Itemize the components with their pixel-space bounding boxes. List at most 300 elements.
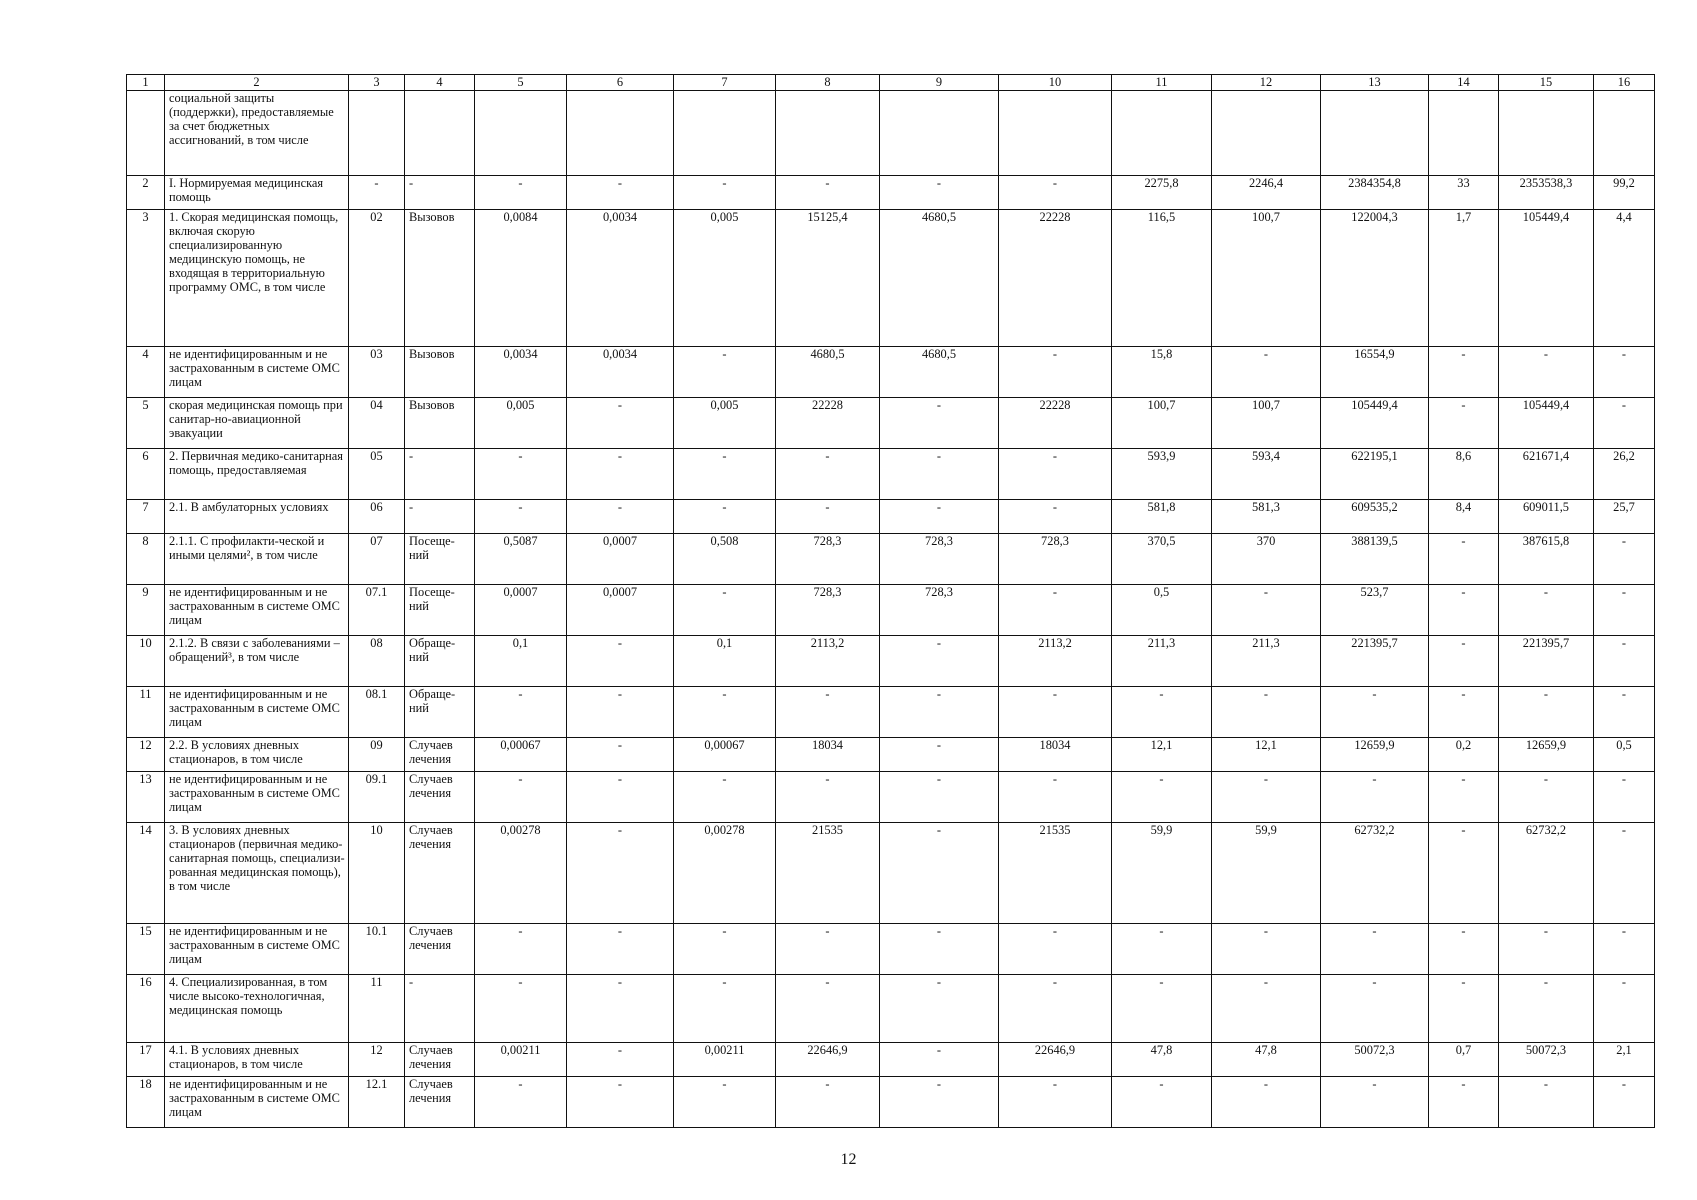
table-cell: - <box>1429 585 1499 636</box>
unit-cell <box>405 91 475 176</box>
unit-cell: Посеще-ний <box>405 585 475 636</box>
row-name: не идентифицированным и не застрахованным в системе ОМС лицам <box>165 585 349 636</box>
table-cell: 2353538,3 <box>1499 176 1594 210</box>
table-cell: 22228 <box>999 398 1112 449</box>
table-cell: - <box>880 772 999 823</box>
table-cell: - <box>880 636 999 687</box>
table-cell: 2246,4 <box>1212 176 1321 210</box>
table-cell: 0,00211 <box>674 1043 776 1077</box>
column-header: 7 <box>674 75 776 91</box>
table-cell: - <box>674 449 776 500</box>
row-name: 2. Первичная медико-санитарная помощь, предоставляемая <box>165 449 349 500</box>
table-cell: - <box>880 738 999 772</box>
table-cell: 609011,5 <box>1499 500 1594 534</box>
table-cell: - <box>1499 687 1594 738</box>
row-name: I. Нормируемая медицинская помощь <box>165 176 349 210</box>
table-cell: - <box>1429 534 1499 585</box>
table-cell: 22228 <box>776 398 880 449</box>
table-cell: - <box>999 347 1112 398</box>
table-cell: - <box>475 500 567 534</box>
table-cell: - <box>1594 534 1655 585</box>
row-number: 8 <box>127 534 165 585</box>
table-row <box>127 772 1655 823</box>
table-cell: - <box>475 772 567 823</box>
table-cell: 0,00278 <box>674 823 776 924</box>
table-cell: 2113,2 <box>999 636 1112 687</box>
table-cell: - <box>1594 636 1655 687</box>
table-cell: - <box>999 1077 1112 1128</box>
table-cell: 1,7 <box>1429 210 1499 347</box>
table-cell: - <box>1212 347 1321 398</box>
table-cell: 02 <box>349 210 405 347</box>
unit-cell: Случаев лечения <box>405 772 475 823</box>
table-cell: 0,00067 <box>674 738 776 772</box>
table-cell: - <box>674 176 776 210</box>
table-cell: - <box>999 585 1112 636</box>
table-cell: - <box>1594 1077 1655 1128</box>
table-cell: 22646,9 <box>999 1043 1112 1077</box>
table-cell: 0,7 <box>1429 1043 1499 1077</box>
row-name: 2.1.1. С профилакти-ческой и иными целями², в том числе <box>165 534 349 585</box>
row-name: не идентифицированным и не застрахованным в системе ОМС лицам <box>165 772 349 823</box>
table-row <box>127 449 1655 500</box>
table-cell: - <box>1499 347 1594 398</box>
row-name: 1. Скорая медицинская помощь, включая скорую специализированную медицинскую помощь, не входящая в территориальную программу ОМС, в том числе <box>165 210 349 347</box>
table-cell: - <box>1594 687 1655 738</box>
table-cell: 2113,2 <box>776 636 880 687</box>
table-cell: 15125,4 <box>776 210 880 347</box>
table-cell: 22228 <box>999 210 1112 347</box>
table-row <box>127 91 1655 176</box>
table-cell: 100,7 <box>1212 398 1321 449</box>
table-cell: - <box>880 500 999 534</box>
table-cell: - <box>567 823 674 924</box>
table-cell <box>1429 91 1499 176</box>
table-cell: 0,508 <box>674 534 776 585</box>
table-cell: 12 <box>349 1043 405 1077</box>
table-cell: - <box>567 738 674 772</box>
table-cell: 16554,9 <box>1321 347 1429 398</box>
table-cell: - <box>1429 347 1499 398</box>
table-cell: 59,9 <box>1212 823 1321 924</box>
table-cell: 8,4 <box>1429 500 1499 534</box>
row-number: 2 <box>127 176 165 210</box>
table-cell: - <box>1499 772 1594 823</box>
table-cell: 221395,7 <box>1321 636 1429 687</box>
table-row <box>127 823 1655 924</box>
table-cell: - <box>1594 975 1655 1043</box>
row-number: 6 <box>127 449 165 500</box>
unit-cell: - <box>405 975 475 1043</box>
column-header: 10 <box>999 75 1112 91</box>
column-header: 8 <box>776 75 880 91</box>
table-cell: 21535 <box>999 823 1112 924</box>
column-header: 6 <box>567 75 674 91</box>
row-number: 7 <box>127 500 165 534</box>
column-header: 11 <box>1112 75 1212 91</box>
table-cell: 26,2 <box>1594 449 1655 500</box>
table-cell: - <box>1429 1077 1499 1128</box>
table-cell: - <box>475 924 567 975</box>
table-cell <box>674 91 776 176</box>
unit-cell: Вызовов <box>405 210 475 347</box>
row-name: 4.1. В условиях дневных стационаров, в том числе <box>165 1043 349 1077</box>
table-cell: - <box>1499 975 1594 1043</box>
data-table <box>126 74 1655 1128</box>
table-cell: 18034 <box>999 738 1112 772</box>
table-cell: - <box>1321 772 1429 823</box>
table-cell: - <box>674 924 776 975</box>
table-cell: 523,7 <box>1321 585 1429 636</box>
table-cell: - <box>776 687 880 738</box>
table-cell: 59,9 <box>1112 823 1212 924</box>
table-cell: 50072,3 <box>1499 1043 1594 1077</box>
table-cell: 47,8 <box>1112 1043 1212 1077</box>
table-cell: - <box>999 449 1112 500</box>
table-cell: 593,4 <box>1212 449 1321 500</box>
table-cell: 122004,3 <box>1321 210 1429 347</box>
table-cell: 4680,5 <box>776 347 880 398</box>
table-cell: - <box>349 176 405 210</box>
column-header: 1 <box>127 75 165 91</box>
table-cell: - <box>1429 772 1499 823</box>
table-cell: 728,3 <box>999 534 1112 585</box>
row-name: 4. Специализированная, в том числе высоко-технологичная, медицинская помощь <box>165 975 349 1043</box>
table-cell: - <box>1429 636 1499 687</box>
table-cell: 07 <box>349 534 405 585</box>
table-cell <box>1112 91 1212 176</box>
column-header: 4 <box>405 75 475 91</box>
unit-cell: - <box>405 500 475 534</box>
table-cell: - <box>880 823 999 924</box>
table-cell: - <box>1212 924 1321 975</box>
unit-cell: Вызовов <box>405 347 475 398</box>
table-cell: 33 <box>1429 176 1499 210</box>
table-cell: - <box>1321 924 1429 975</box>
table-cell: 100,7 <box>1112 398 1212 449</box>
table-cell <box>475 91 567 176</box>
unit-cell: Обраще-ний <box>405 687 475 738</box>
table-cell: - <box>880 449 999 500</box>
table-cell: 0,0007 <box>475 585 567 636</box>
table-cell: 0,0084 <box>475 210 567 347</box>
table-cell: - <box>999 975 1112 1043</box>
table-cell: - <box>567 176 674 210</box>
row-number: 5 <box>127 398 165 449</box>
table-cell: 0,0007 <box>567 585 674 636</box>
table-row <box>127 975 1655 1043</box>
row-number: 11 <box>127 687 165 738</box>
table-cell: 50072,3 <box>1321 1043 1429 1077</box>
table-cell: - <box>567 1043 674 1077</box>
row-name: социальной защиты (поддержки), предоставляемые за счет бюджетных ассигнований, в том числе <box>165 91 349 176</box>
row-number: 13 <box>127 772 165 823</box>
row-number: 12 <box>127 738 165 772</box>
table-cell <box>776 91 880 176</box>
table-cell: - <box>776 176 880 210</box>
table-cell: - <box>1212 772 1321 823</box>
table-cell: 12,1 <box>1212 738 1321 772</box>
table-cell: - <box>674 975 776 1043</box>
column-header: 5 <box>475 75 567 91</box>
table-cell: - <box>475 176 567 210</box>
table-cell: 0,1 <box>475 636 567 687</box>
table-cell: 09.1 <box>349 772 405 823</box>
column-header: 15 <box>1499 75 1594 91</box>
table-cell: 105449,4 <box>1321 398 1429 449</box>
unit-cell: Случаев лечения <box>405 823 475 924</box>
table-cell <box>880 91 999 176</box>
table-cell: 728,3 <box>776 534 880 585</box>
table-cell: 581,8 <box>1112 500 1212 534</box>
table-cell: - <box>1594 585 1655 636</box>
table-cell: 18034 <box>776 738 880 772</box>
unit-cell: Обраще-ний <box>405 636 475 687</box>
table-cell: - <box>1212 975 1321 1043</box>
table-cell: - <box>776 500 880 534</box>
unit-cell: Случаев лечения <box>405 1043 475 1077</box>
table-cell: 12,1 <box>1112 738 1212 772</box>
table-cell: 728,3 <box>880 534 999 585</box>
table-cell: - <box>776 1077 880 1128</box>
table-cell: - <box>1212 687 1321 738</box>
table-row <box>127 534 1655 585</box>
table-cell: 4680,5 <box>880 347 999 398</box>
unit-cell: Посеще-ний <box>405 534 475 585</box>
table-cell: - <box>999 687 1112 738</box>
table-row <box>127 924 1655 975</box>
table-cell: - <box>674 687 776 738</box>
header-row <box>127 75 1655 91</box>
table-cell: - <box>674 500 776 534</box>
table-cell: - <box>674 772 776 823</box>
table-cell: 07.1 <box>349 585 405 636</box>
table-row <box>127 176 1655 210</box>
table-cell: 2275,8 <box>1112 176 1212 210</box>
table-row <box>127 738 1655 772</box>
table-cell: 10.1 <box>349 924 405 975</box>
table-cell: 12.1 <box>349 1077 405 1128</box>
table-cell: 0,00067 <box>475 738 567 772</box>
table-cell: 622195,1 <box>1321 449 1429 500</box>
unit-cell: - <box>405 176 475 210</box>
row-name: 2.1. В амбулаторных условиях <box>165 500 349 534</box>
table-cell: - <box>567 500 674 534</box>
table-cell: - <box>1429 823 1499 924</box>
table-cell: 0,005 <box>674 398 776 449</box>
table-cell: 728,3 <box>776 585 880 636</box>
table-cell: 370 <box>1212 534 1321 585</box>
table-cell: 0,00211 <box>475 1043 567 1077</box>
table-cell: - <box>475 687 567 738</box>
table-cell: - <box>567 398 674 449</box>
column-header: 12 <box>1212 75 1321 91</box>
table-cell: - <box>674 585 776 636</box>
table-cell: 06 <box>349 500 405 534</box>
table-cell: 581,3 <box>1212 500 1321 534</box>
table-cell: - <box>1429 398 1499 449</box>
table-cell: 388139,5 <box>1321 534 1429 585</box>
table-cell: - <box>1499 1077 1594 1128</box>
table-cell: - <box>999 924 1112 975</box>
table-cell: - <box>674 347 776 398</box>
table-cell: 0,0034 <box>475 347 567 398</box>
table-cell: 0,005 <box>674 210 776 347</box>
table-cell: - <box>567 636 674 687</box>
table-cell: - <box>567 924 674 975</box>
row-name: 2.1.2. В связи с заболеваниями – обращений³, в том числе <box>165 636 349 687</box>
table-cell: - <box>1594 772 1655 823</box>
table-cell: - <box>475 975 567 1043</box>
table-cell: 0,5 <box>1112 585 1212 636</box>
table-cell: 0,5087 <box>475 534 567 585</box>
table-cell: 0,005 <box>475 398 567 449</box>
column-header: 2 <box>165 75 349 91</box>
table-cell: 211,3 <box>1112 636 1212 687</box>
column-header: 14 <box>1429 75 1499 91</box>
table-cell: 0,0034 <box>567 210 674 347</box>
table-cell: - <box>1321 687 1429 738</box>
table-cell: - <box>1429 687 1499 738</box>
table-cell: 05 <box>349 449 405 500</box>
table-cell: 4,4 <box>1594 210 1655 347</box>
row-number: 10 <box>127 636 165 687</box>
table-cell: - <box>674 1077 776 1128</box>
table-cell: 211,3 <box>1212 636 1321 687</box>
table-cell: 621671,4 <box>1499 449 1594 500</box>
table-cell <box>1321 91 1429 176</box>
unit-cell: - <box>405 449 475 500</box>
table-cell: - <box>880 176 999 210</box>
table-cell: - <box>1321 1077 1429 1128</box>
table-row <box>127 1077 1655 1128</box>
table-cell: 04 <box>349 398 405 449</box>
table-cell: 2384354,8 <box>1321 176 1429 210</box>
table-cell: - <box>999 500 1112 534</box>
column-header: 3 <box>349 75 405 91</box>
unit-cell: Случаев лечения <box>405 738 475 772</box>
column-header: 16 <box>1594 75 1655 91</box>
row-number: 15 <box>127 924 165 975</box>
table-cell: 62732,2 <box>1321 823 1429 924</box>
table-cell: - <box>567 975 674 1043</box>
table-row <box>127 500 1655 534</box>
table-cell: - <box>776 975 880 1043</box>
table-cell: 11 <box>349 975 405 1043</box>
row-name: не идентифицированным и не застрахованным в системе ОМС лицам <box>165 687 349 738</box>
row-name: скорая медицинская помощь при санитар-но-авиационной эвакуации <box>165 398 349 449</box>
unit-cell: Случаев лечения <box>405 1077 475 1128</box>
table-cell <box>1212 91 1321 176</box>
table-cell: - <box>1112 1077 1212 1128</box>
table-cell: - <box>1321 975 1429 1043</box>
row-number: 4 <box>127 347 165 398</box>
table-cell: 0,0007 <box>567 534 674 585</box>
table-cell: - <box>1112 975 1212 1043</box>
table-cell: 221395,7 <box>1499 636 1594 687</box>
row-name: не идентифицированным и не застрахованным в системе ОМС лицам <box>165 1077 349 1128</box>
table-cell: 47,8 <box>1212 1043 1321 1077</box>
table-cell: 116,5 <box>1112 210 1212 347</box>
table-cell: - <box>567 772 674 823</box>
table-row <box>127 687 1655 738</box>
table-cell: - <box>475 1077 567 1128</box>
table-cell: - <box>567 449 674 500</box>
table-cell <box>999 91 1112 176</box>
table-cell: 22646,9 <box>776 1043 880 1077</box>
table-cell: - <box>880 924 999 975</box>
table-cell: 728,3 <box>880 585 999 636</box>
table-cell: 0,2 <box>1429 738 1499 772</box>
table-cell: - <box>1112 924 1212 975</box>
table-cell: - <box>567 687 674 738</box>
table-cell: 21535 <box>776 823 880 924</box>
row-number: 9 <box>127 585 165 636</box>
table-cell: - <box>776 772 880 823</box>
row-number: 18 <box>127 1077 165 1128</box>
table-row <box>127 636 1655 687</box>
row-name: не идентифицированным и не застрахованным в системе ОМС лицам <box>165 924 349 975</box>
table-cell: - <box>1212 1077 1321 1128</box>
row-number: 3 <box>127 210 165 347</box>
table-cell <box>1594 91 1655 176</box>
table-cell: - <box>1429 975 1499 1043</box>
table-cell: - <box>1112 687 1212 738</box>
table-cell: 0,1 <box>674 636 776 687</box>
table-cell: - <box>1594 398 1655 449</box>
table-cell: - <box>1112 772 1212 823</box>
table-cell: 62732,2 <box>1499 823 1594 924</box>
table-row <box>127 585 1655 636</box>
table-cell: 105449,4 <box>1499 210 1594 347</box>
table-cell: - <box>1594 347 1655 398</box>
table-cell: 8,6 <box>1429 449 1499 500</box>
table-cell: 105449,4 <box>1499 398 1594 449</box>
table-cell: 0,5 <box>1594 738 1655 772</box>
table-row <box>127 398 1655 449</box>
table-cell: 08 <box>349 636 405 687</box>
table-cell: 4680,5 <box>880 210 999 347</box>
table-cell <box>1499 91 1594 176</box>
table-cell: - <box>999 176 1112 210</box>
table-cell: 08.1 <box>349 687 405 738</box>
table-cell: 370,5 <box>1112 534 1212 585</box>
row-number: 14 <box>127 823 165 924</box>
table-cell: - <box>880 975 999 1043</box>
table-cell: 99,2 <box>1594 176 1655 210</box>
table-cell: 0,0034 <box>567 347 674 398</box>
table-cell: - <box>1429 924 1499 975</box>
table-cell: - <box>1499 924 1594 975</box>
page-number: 12 <box>840 1151 857 1168</box>
table-cell: 609535,2 <box>1321 500 1429 534</box>
table-cell: - <box>1212 585 1321 636</box>
row-name: 3. В условиях дневных стационаров (первичная медико-санитарная помощь, специализи-рованная медицинская помощь), в том числе <box>165 823 349 924</box>
table-cell: 2,1 <box>1594 1043 1655 1077</box>
table-cell: 593,9 <box>1112 449 1212 500</box>
table-cell: - <box>880 1077 999 1128</box>
table-cell: - <box>999 772 1112 823</box>
row-number: 17 <box>127 1043 165 1077</box>
table-cell: - <box>776 924 880 975</box>
column-header: 9 <box>880 75 999 91</box>
table-cell: - <box>880 398 999 449</box>
row-number: 16 <box>127 975 165 1043</box>
table-cell: 12659,9 <box>1321 738 1429 772</box>
table-row <box>127 347 1655 398</box>
table-cell: 100,7 <box>1212 210 1321 347</box>
row-name: не идентифицированным и не застрахованным в системе ОМС лицам <box>165 347 349 398</box>
